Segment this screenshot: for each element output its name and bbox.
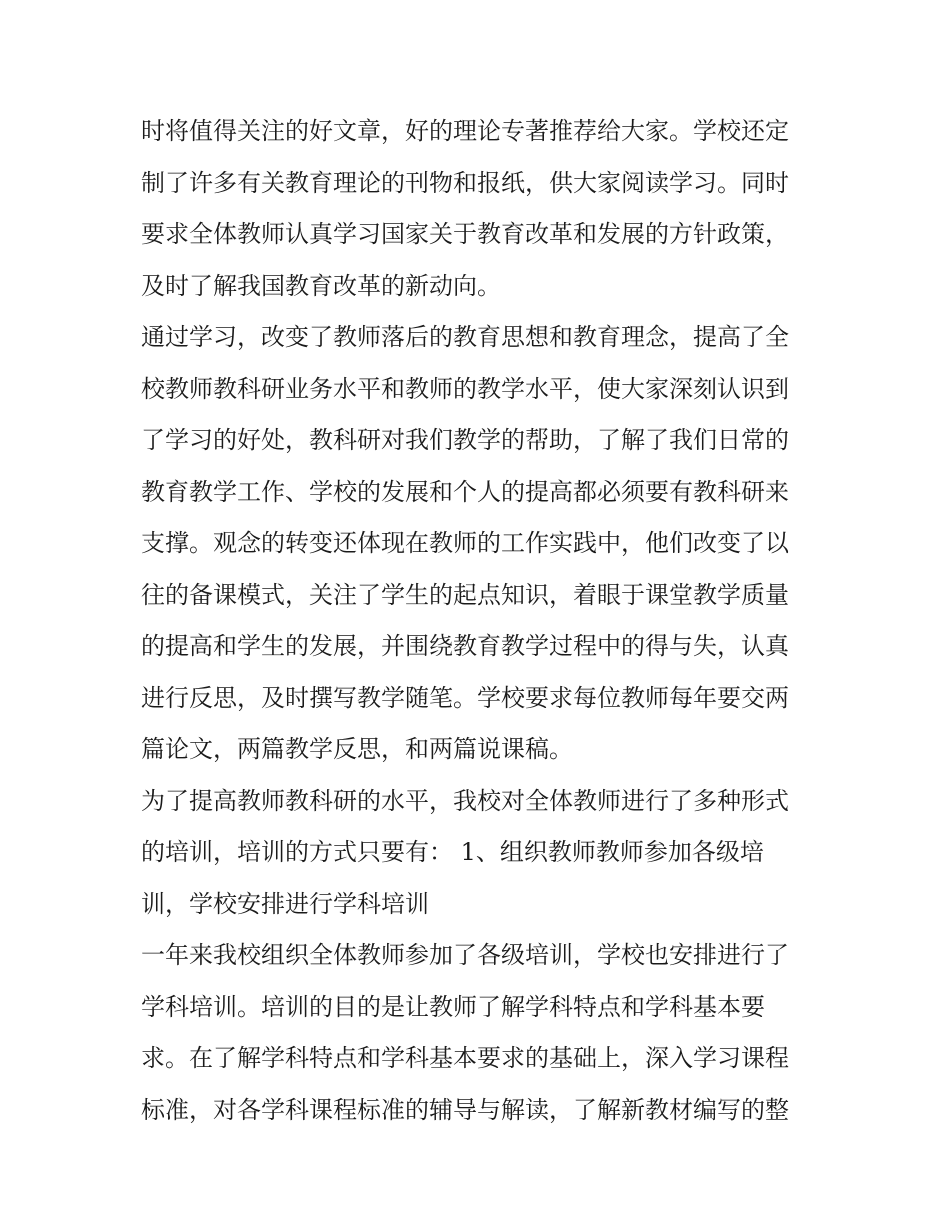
text-line: 往的备课模式，关注了学生的起点知识，着眼于课堂教学质量 bbox=[141, 580, 789, 609]
paragraph-4 bbox=[141, 930, 813, 1136]
document-body bbox=[141, 106, 813, 1136]
text-line: 支撑。观念的转变还体现在教师的工作实践中，他们改变了以 bbox=[141, 529, 789, 557]
text-line: 要求全体教师认真学习国家关于教育改革和发展的方针政策， bbox=[141, 220, 789, 248]
text-line: 校教师教科研业务水平和教师的教学水平，使大家深刻认识到 bbox=[141, 374, 789, 403]
text-line: 及时了解我国教育改革的新动向。 bbox=[141, 271, 501, 300]
text-line: 了学习的好处，教科研对我们教学的帮助，了解了我们日常的 bbox=[141, 426, 789, 454]
text-line: 篇论文，两篇教学反思，和两篇说课稿。 bbox=[141, 735, 573, 763]
text-line: 进行反思，及时撰写教学随笔。学校要求每位教师每年要交两 bbox=[141, 683, 789, 712]
text-line: 为了提高教师教科研的水平，我校对全体教师进行了多种形式 bbox=[141, 786, 789, 815]
text-line: 学科培训。培训的目的是让教师了解学科特点和学科基本要 bbox=[141, 992, 765, 1021]
text-line: 训，学校安排进行学科培训 bbox=[141, 889, 429, 918]
paragraph-3 bbox=[141, 776, 813, 931]
text-line: 的培训，培训的方式只要有： 1、组织教师教师参加各级培 bbox=[141, 838, 764, 866]
paragraph-1 bbox=[141, 106, 813, 312]
text-line: 制了许多有关教育理论的刊物和报纸，供大家阅读学习。同时 bbox=[141, 168, 789, 197]
text-line: 标准，对各学科课程标准的辅导与解读，了解新教材编写的整 bbox=[141, 1095, 789, 1124]
text-line: 求。在了解学科特点和学科基本要求的基础上，深入学习课程 bbox=[141, 1044, 789, 1072]
text-line: 通过学习，改变了教师落后的教育思想和教育理念，提高了全 bbox=[141, 323, 789, 351]
text-line: 教育教学工作、学校的发展和个人的提高都必须要有教科研来 bbox=[141, 477, 789, 506]
text-line: 时将值得关注的好文章，好的理论专著推荐给大家。学校还定 bbox=[141, 117, 789, 145]
text-line: 的提高和学生的发展，并围绕教育教学过程中的得与失，认真 bbox=[141, 632, 789, 660]
text-line: 一年来我校组织全体教师参加了各级培训，学校也安排进行了 bbox=[141, 941, 789, 969]
paragraph-2 bbox=[141, 312, 813, 776]
